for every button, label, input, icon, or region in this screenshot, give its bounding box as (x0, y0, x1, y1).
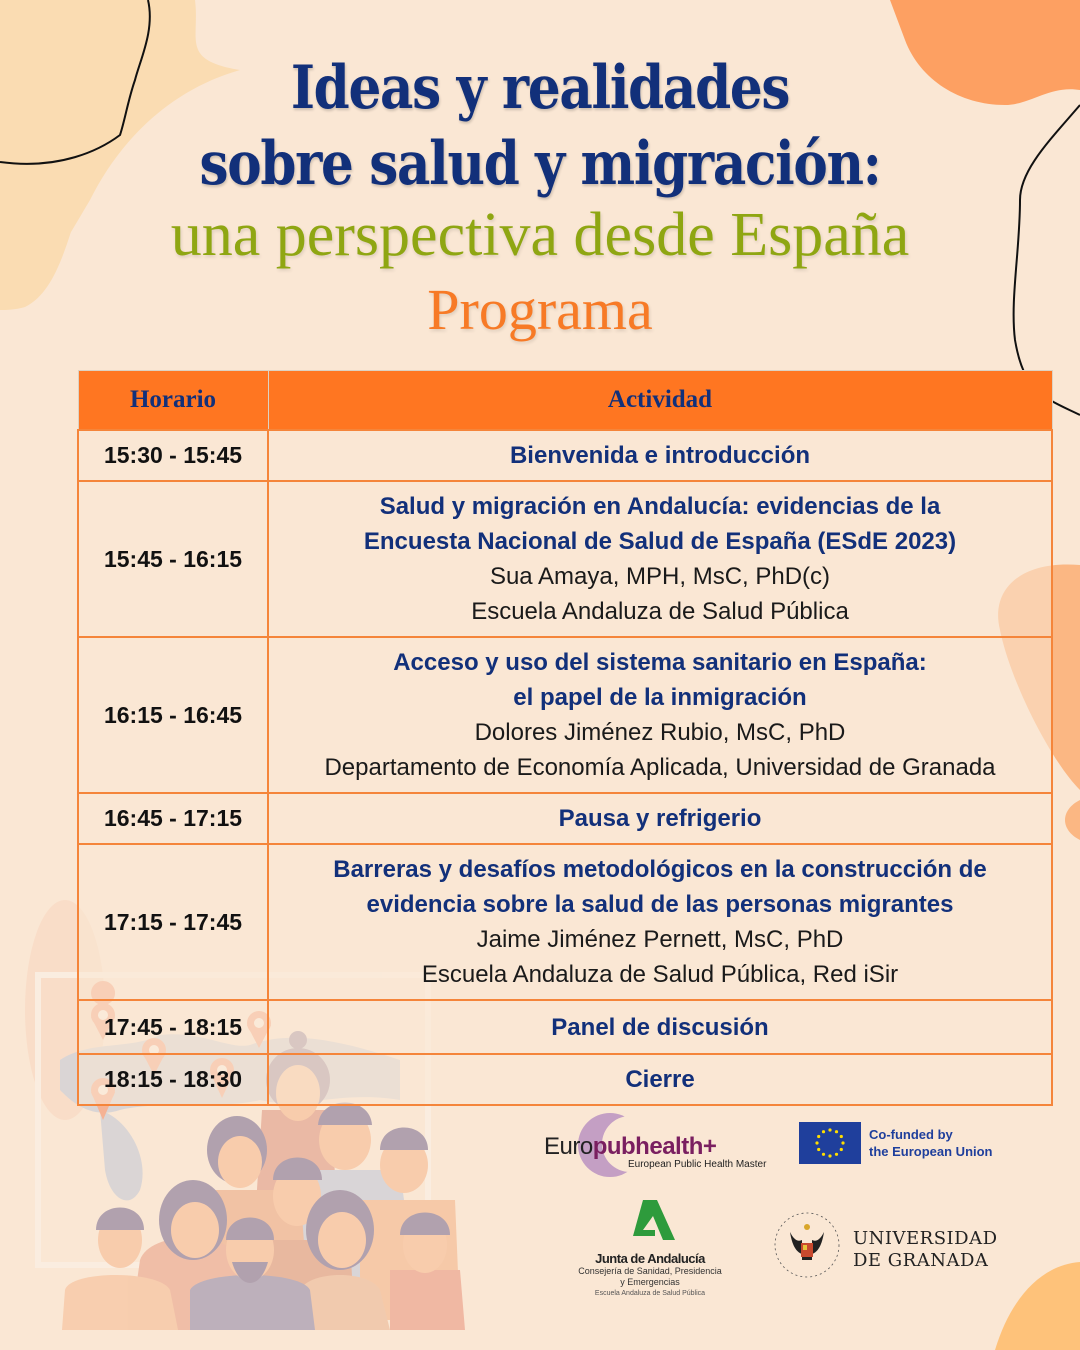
table-row (78, 793, 1052, 844)
time-cell: 16:45 - 17:15 (78, 793, 268, 844)
activity-title: Panel de discusión (551, 1013, 769, 1041)
europubhealth-subtitle: European Public Health Master (628, 1159, 767, 1170)
ugr-name (853, 1228, 998, 1272)
activity-title: Pausa y refrigerio (558, 805, 762, 832)
header-horario: Horario (78, 371, 268, 431)
table-row (78, 430, 1052, 481)
europubhealth-prefix: Euro (544, 1133, 593, 1160)
speaker-name: Jaime Jiménez Pernett, MsC, PhD (476, 926, 844, 953)
ugr-seal-icon (772, 1210, 842, 1280)
time-cell: 15:30 - 15:45 (78, 430, 268, 481)
ugr-line-2: DE GRANADA (853, 1250, 989, 1271)
activity-title: el papel de la inmigración (513, 684, 807, 711)
eu-cofunded-text (869, 1126, 993, 1160)
activity-title: evidencia sobre la salud de las personas migrantes (366, 891, 954, 918)
eu-line-1: Co-funded by (869, 1127, 953, 1142)
activity-title: Encuesta Nacional de Salud de España (ESdE 2023) (363, 528, 957, 555)
junta-andalucia-logo (570, 1200, 730, 1297)
activity-title: Bienvenida e introducción (509, 442, 811, 469)
speaker-affiliation: Escuela Andaluza de Salud Pública, Red iSir (421, 961, 899, 988)
time-cell: 18:15 - 18:30 (78, 1054, 268, 1105)
table-row (78, 1054, 1052, 1105)
europubhealth-logo (540, 1113, 780, 1175)
table-row (78, 481, 1052, 637)
junta-sub-2: y Emergencias (620, 1277, 680, 1287)
subtitle: una perspectiva desde España (170, 201, 910, 269)
table-header-row (78, 371, 1052, 431)
speaker-affiliation: Escuela Andaluza de Salud Pública (471, 598, 849, 625)
title-line-1: Ideas y realidades (290, 53, 790, 123)
title-line-2: sobre salud y migración: (199, 129, 881, 199)
activity-title: Salud y migración en Andalucía: evidencias de la (379, 493, 941, 520)
time-cell: 17:15 - 17:45 (78, 844, 268, 1000)
time-cell: 17:45 - 18:15 (78, 1000, 268, 1054)
activity-cell (268, 1054, 1052, 1105)
europubhealth-bold: pubhealth+ (592, 1133, 717, 1160)
activity-cell (268, 637, 1052, 793)
programa-heading: Programa (427, 277, 653, 342)
junta-sub-1: Consejería de Sanidad, Presidencia (578, 1266, 722, 1276)
activity-cell (268, 1000, 1052, 1054)
junta-a-icon (625, 1200, 675, 1240)
table-row (78, 844, 1052, 1000)
title-block (0, 50, 1080, 350)
table-row (78, 637, 1052, 793)
activity-cell (268, 844, 1052, 1000)
program-table (77, 370, 1053, 1106)
time-cell: 16:15 - 16:45 (78, 637, 268, 793)
junta-name: Junta de Andalucía (595, 1251, 705, 1266)
ugr-line-1: UNIVERSIDAD (853, 1228, 998, 1249)
eu-line-2: the European Union (869, 1144, 993, 1159)
activity-cell (268, 793, 1052, 844)
junta-sub-3: Escuela Andaluza de Salud Pública (594, 1290, 706, 1297)
eu-flag-icon (799, 1122, 861, 1164)
header-actividad: Actividad (268, 371, 1052, 431)
activity-title: Acceso y uso del sistema sanitario en España: (393, 649, 927, 676)
blob-right-small (1065, 800, 1080, 840)
table-row (78, 1000, 1052, 1054)
speaker-name: Dolores Jiménez Rubio, MsC, PhD (474, 719, 846, 746)
activity-cell (268, 430, 1052, 481)
blob-bottom-right (995, 1262, 1080, 1350)
activity-cell (268, 481, 1052, 637)
speaker-name: Sua Amaya, MPH, MsC, PhD(c) (489, 563, 831, 590)
activity-title: Barreras y desafíos metodológicos en la construcción de (333, 856, 987, 883)
time-cell: 15:45 - 16:15 (78, 481, 268, 637)
activity-title: Cierre (625, 1066, 695, 1093)
speaker-affiliation: Departamento de Economía Aplicada, Universidad de Granada (324, 754, 996, 781)
